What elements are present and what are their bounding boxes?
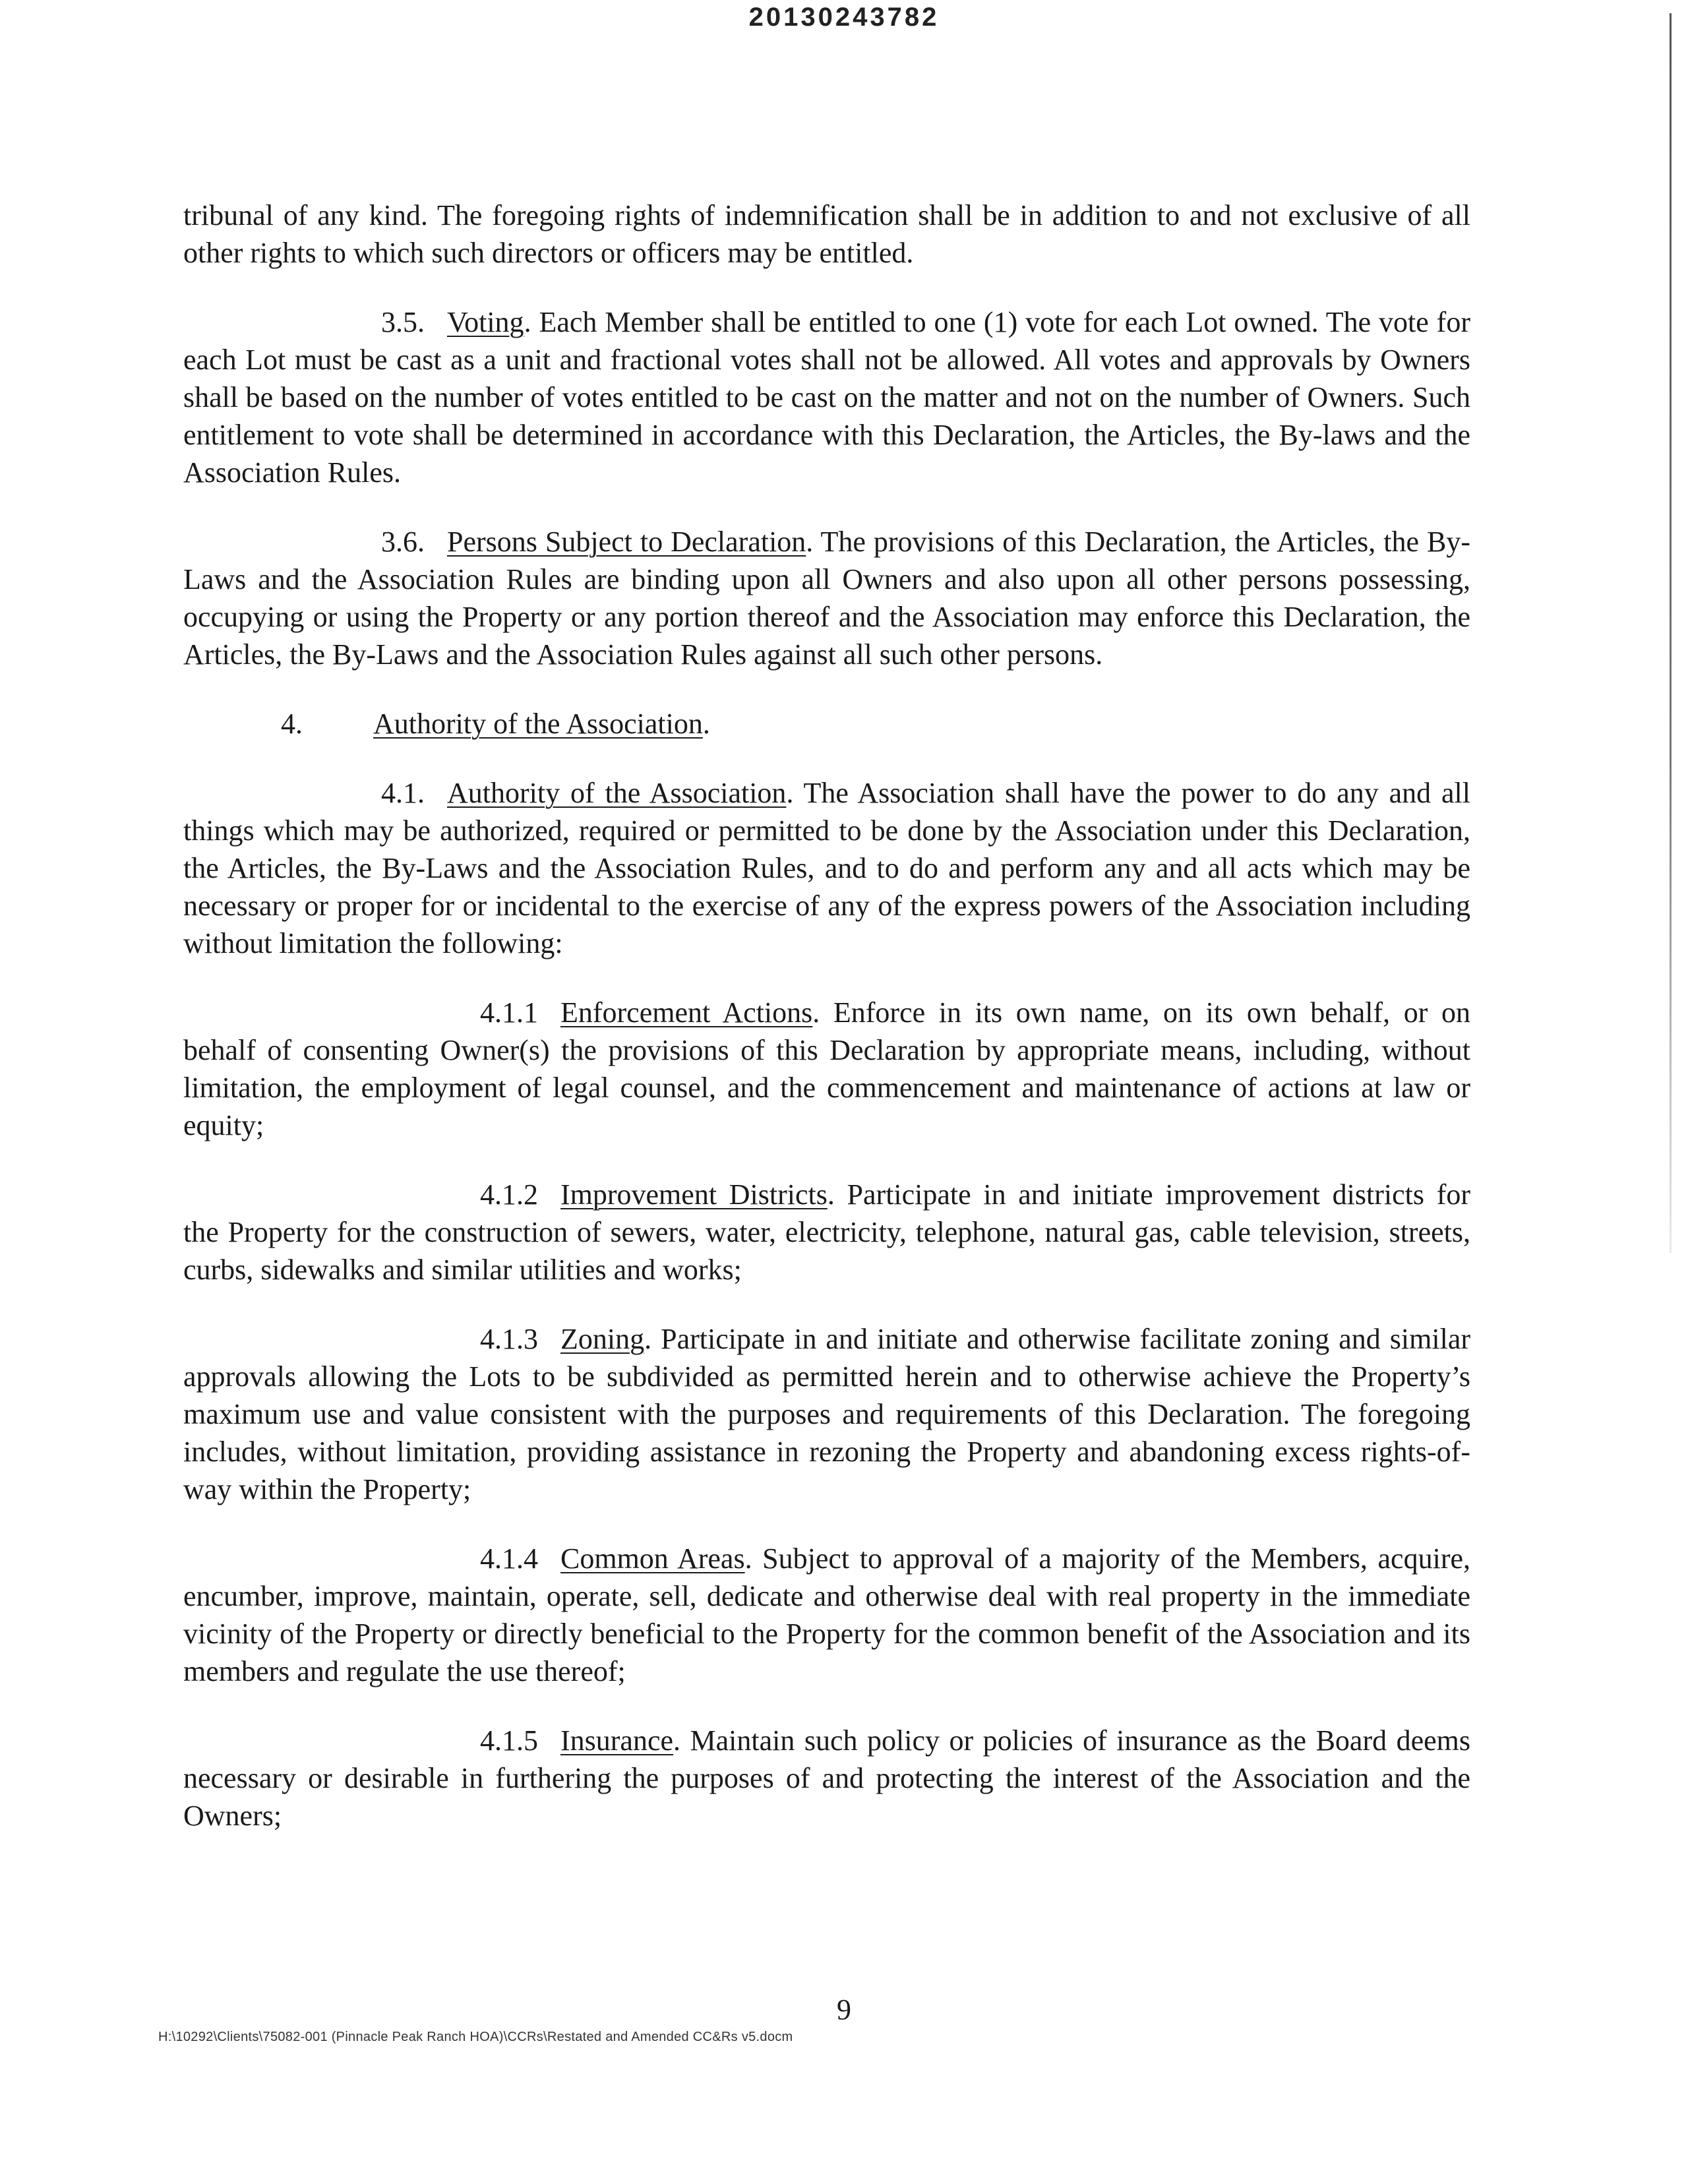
section-number: 4.1.4: [480, 1542, 538, 1575]
document-body: [183, 197, 1470, 1866]
section-text: . Participate in and initiate improvement districts for the Property for the construction of sewers, water, electricity, telephone, natural gas, cable television, streets, curbs, sidewalks and similar utilities and works;: [183, 1178, 1470, 1286]
section-3-6: [183, 523, 1470, 673]
section-number: 4.1.2: [480, 1178, 538, 1211]
section-title: Common Areas: [560, 1542, 745, 1575]
section-4-1-3: [183, 1320, 1470, 1508]
section-number: 3.6.: [381, 526, 425, 558]
section-text: . Each Member shall be entitled to one (1) vote for each Lot owned. The vote for each Lot must be cast as a unit and fractional votes shall not be allowed. All votes and approvals by Owners shall be based on the number of votes entitled to be cast on the matter and not on the number of Owners. Such entitlement to vote shall be determined in accordance with this Declaration, the Articles, the By-laws and the Association Rules.: [183, 306, 1470, 489]
page-number: 9: [837, 1993, 851, 2026]
recording-number: 20130243782: [748, 3, 940, 32]
section-title: Authority of the Association: [447, 777, 787, 809]
section-number: 4.1.: [381, 777, 425, 809]
section-number: 3.5.: [381, 306, 425, 338]
section-text: . Participate in and initiate and otherwise facilitate zoning and similar approvals allowing the Lots to be subdivided as permitted herein and to otherwise achieve the Property’s maximum use and value consistent with the purposes and requirements of this Declaration. The foregoing includes, without limitation, providing assistance in rezoning the Property and abandoning excess rights-of-way within the Property;: [183, 1323, 1470, 1505]
section-title: Persons Subject to Declaration: [447, 526, 806, 558]
section-title: Zoning: [560, 1323, 645, 1355]
section-text: . Maintain such policy or policies of insurance as the Board deems necessary or desirable in furthering the purposes of and protecting the interest of the Association and the Owners;: [183, 1724, 1470, 1832]
paragraph-continuation: tribunal of any kind. The foregoing rights of indemnification shall be in addition to and not exclusive of all other rights to which such directors or officers may be entitled.: [183, 199, 1470, 269]
section-4-1-5: [183, 1722, 1470, 1835]
section-4-1-4: [183, 1540, 1470, 1690]
section-3-5: [183, 303, 1470, 491]
section-text: . Enforce in its own name, on its own behalf, or on behalf of consenting Owner(s) the provisions of this Declaration by appropriate means, including, without limitation, the employment of legal counsel, and the commencement and maintenance of actions at law or equity;: [183, 996, 1471, 1141]
section-number: 4.1.1: [480, 996, 538, 1029]
section-title: Improvement Districts: [560, 1178, 828, 1211]
section-number: 4.1.5: [480, 1724, 538, 1757]
section-title: Authority of the Association: [373, 708, 703, 740]
section-4-heading: [183, 705, 1470, 743]
section-number: 4.: [281, 708, 303, 740]
section-title: Insurance: [560, 1724, 674, 1757]
section-4-1-2: [183, 1176, 1470, 1289]
section-text: . The provisions of this Declaration, the Articles, the By-Laws and the Association Rules are binding upon all Owners and also upon all other persons possessing, occupying or using the Property or any portion thereof and the Association may enforce this Declaration, the Articles, the By-Laws and the Association Rules against all such other persons.: [183, 526, 1470, 671]
scan-edge-line: [1670, 13, 1672, 1253]
section-4-1-1: [183, 994, 1470, 1144]
section-number: 4.1.3: [480, 1323, 538, 1355]
section-text: .: [702, 708, 710, 740]
section-4-1: [183, 774, 1470, 962]
section-text: . Subject to approval of a majority of the Members, acquire, encumber, improve, maintain, operate, sell, dedicate and otherwise deal with real property in the immediate vicinity of the Property or directly beneficial to the Property for the common benefit of the Association and its members and regulate the use thereof;: [183, 1542, 1470, 1687]
section-title: Voting: [447, 306, 524, 338]
section-text: . The Association shall have the power to do any and all things which may be authorized, required or permitted to be done by the Association under this Declaration, the Articles, the By-Laws and the Association Rules, and to do and perform any and all acts which may be necessary or proper for or incidental to the exercise of any of the express powers of the Association including without limitation the following:: [183, 777, 1470, 959]
section-title: Enforcement Actions: [560, 996, 813, 1029]
footer-file-path: H:\10292\Clients\75082-001 (Pinnacle Peak Ranch HOA)\CCRs\Restated and Amended CC&Rs v5.docm: [158, 2030, 793, 2044]
